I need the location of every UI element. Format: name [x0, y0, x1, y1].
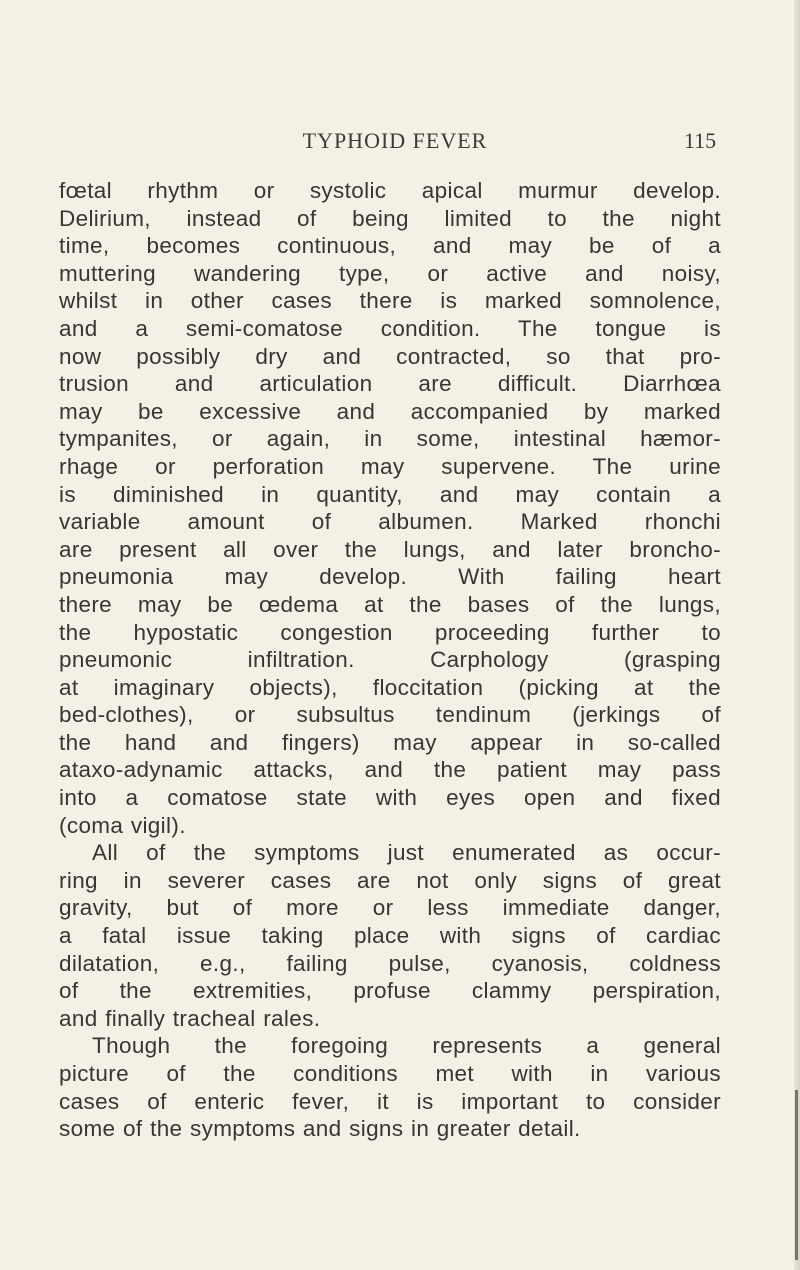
- text-line: whilst in other cases there is marked somnolence,: [59, 288, 721, 314]
- page-number: 115: [684, 128, 717, 153]
- text-line: there may be œdema at the bases of the lungs,: [59, 591, 721, 617]
- running-title: TYPHOID FEVER: [302, 128, 488, 153]
- text-line: fœtal rhythm or systolic apical murmur develop.: [59, 178, 721, 203]
- text-line: bed-clothes), or subsultus tendinum (jerkings of: [59, 702, 721, 728]
- text-line: may be excessive and accompanied by marked: [59, 398, 721, 424]
- text-line: is diminished in quantity, and may contain a: [59, 481, 721, 507]
- text-line: ataxo-adynamic attacks, and the patient may pass: [59, 757, 721, 783]
- text-line: muttering wandering type, or active and noisy,: [59, 260, 721, 286]
- text-line: and a semi-comatose condition. The tongue is: [59, 315, 721, 341]
- text-line: into a comatose state with eyes open and fixed: [59, 785, 721, 811]
- text-line: All of the symptoms just enumerated as occur-: [92, 840, 721, 866]
- text-line: the hypostatic congestion proceeding further to: [59, 619, 721, 645]
- text-line: at imaginary objects), floccitation (picking at the: [59, 674, 721, 700]
- text-line: trusion and articulation are difficult. Diarrhœa: [59, 371, 721, 397]
- page-edge-shadow: [794, 0, 800, 1270]
- body-text: [59, 177, 721, 1143]
- text-line: variable amount of albumen. Marked rhonchi: [59, 509, 721, 535]
- text-line: (coma vigil).: [59, 812, 186, 838]
- text-line: cases of enteric fever, it is important to consider: [59, 1088, 721, 1114]
- text-line: now possibly dry and contracted, so that pro-: [59, 343, 721, 369]
- text-line: are present all over the lungs, and later broncho-: [59, 536, 721, 562]
- text-line: time, becomes continuous, and may be of a: [59, 233, 721, 259]
- text-line: Though the foregoing represents a general: [92, 1033, 721, 1059]
- text-line: some of the symptoms and signs in greater detail.: [59, 1116, 581, 1142]
- text-line: pneumonia may develop. With failing heart: [59, 564, 721, 590]
- text-line: pneumonic infiltration. Carphology (grasping: [59, 647, 721, 673]
- text-line: tympanites, or again, in some, intestinal hæmor-: [59, 426, 721, 452]
- text-line: picture of the conditions met with in various: [59, 1061, 721, 1086]
- text-line: dilatation, e.g., failing pulse, cyanosis, coldness: [59, 950, 721, 976]
- binding-edge-mark: [795, 1090, 798, 1260]
- text-line: rhage or perforation may supervene. The urine: [59, 453, 721, 479]
- text-line: of the extremities, profuse clammy perspiration,: [59, 978, 721, 1004]
- text-line: Delirium, instead of being limited to the night: [59, 205, 721, 231]
- text-line: and finally tracheal rales.: [59, 1005, 321, 1031]
- page-header: [0, 128, 800, 158]
- text-line: gravity, but of more or less immediate danger,: [59, 895, 721, 921]
- text-line: the hand and fingers) may appear in so-called: [59, 729, 721, 755]
- text-line: ring in severer cases are not only signs of great: [59, 867, 721, 893]
- text-line: a fatal issue taking place with signs of cardiac: [59, 923, 721, 949]
